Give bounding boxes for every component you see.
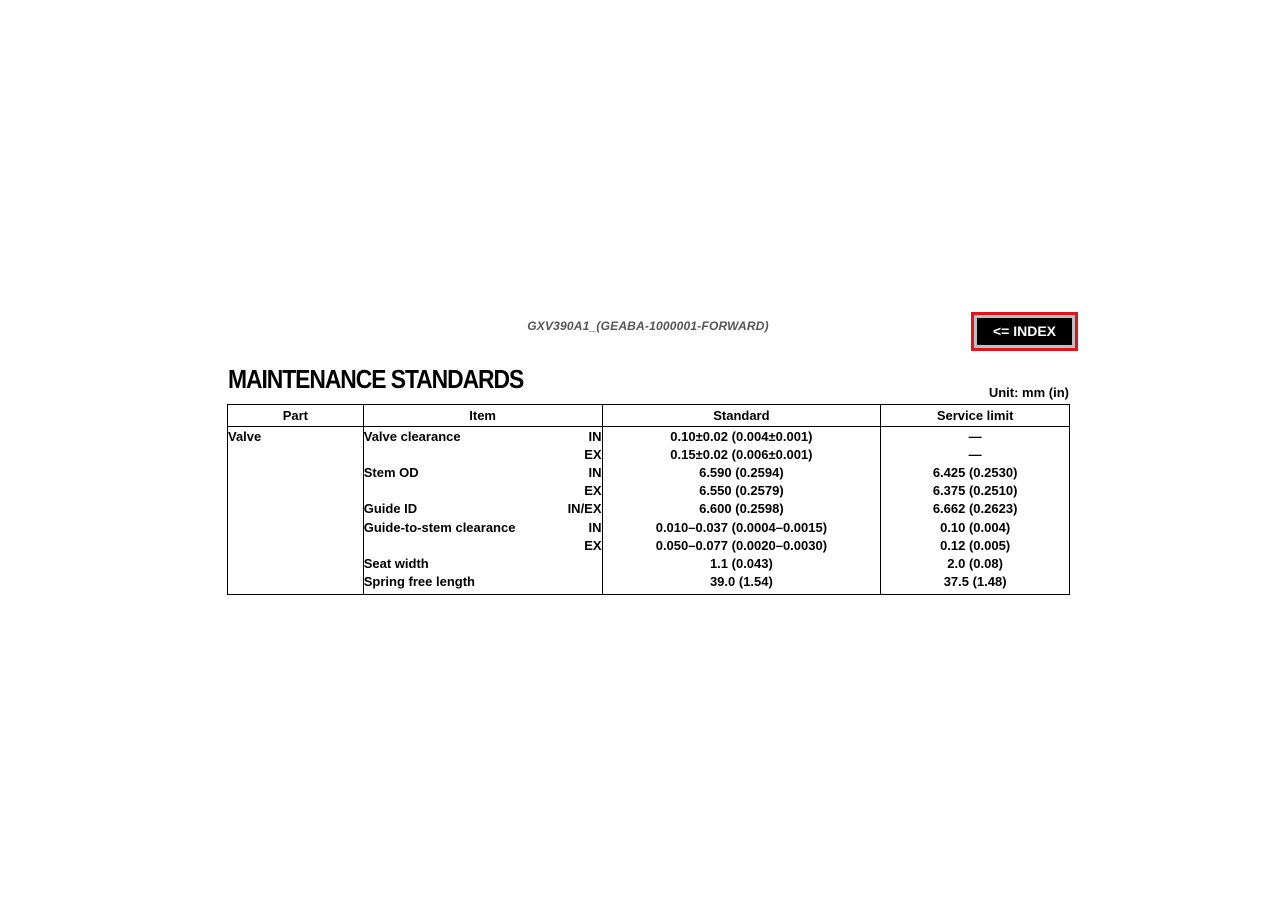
cell-item [363,500,602,518]
cell-item [363,445,602,463]
item-name: Guide ID [363,501,418,517]
cell-part [228,518,364,536]
item-name: Spring free length [363,574,475,590]
cell-service-limit: 37.5 (1.48) [881,573,1070,595]
cell-item [363,463,602,481]
maintenance-standards-table [227,404,1070,595]
cell-part: Valve [228,427,364,446]
item-name: Guide-to-stem clearance [363,519,516,535]
cell-part [228,482,364,500]
cell-item [363,482,602,500]
cell-item [363,427,602,446]
cell-standard: 6.590 (0.2594) [602,463,881,481]
table-row [228,518,1070,536]
cell-item [363,518,602,536]
cell-standard: 0.10±0.02 (0.004±0.001) [602,427,881,446]
cell-service-limit: 2.0 (0.08) [881,554,1070,572]
column-header-part: Part [228,405,364,427]
item-name: Stem OD [363,464,419,480]
cell-part [228,536,364,554]
item-sub: IN [588,428,602,444]
item-sub: IN [588,519,602,535]
item-sub: EX [584,537,602,553]
cell-service-limit: — [881,427,1070,446]
unit-note: Unit: mm (in) [988,385,1069,400]
item-sub: EX [584,483,602,499]
item-sub: IN/EX [567,501,602,517]
cell-part [228,445,364,463]
table-row [228,500,1070,518]
table-row [228,463,1070,481]
cell-standard: 39.0 (1.54) [602,573,881,595]
cell-part [228,463,364,481]
cell-service-limit: 6.662 (0.2623) [881,500,1070,518]
cell-service-limit: 6.425 (0.2530) [881,463,1070,481]
table-header-row [228,405,1070,427]
cell-part [228,554,364,572]
cell-standard: 0.15±0.02 (0.006±0.001) [602,445,881,463]
item-sub: IN [588,464,602,480]
cell-part [228,573,364,595]
cell-standard: 6.550 (0.2579) [602,482,881,500]
cell-service-limit: — [881,445,1070,463]
item-name: Seat width [363,555,429,571]
column-header-item: Item [363,405,602,427]
cell-item [363,573,602,595]
table-row [228,445,1070,463]
table-row [228,554,1070,572]
column-header-service-limit: Service limit [881,405,1070,427]
cell-standard: 0.010–0.037 (0.0004–0.0015) [602,518,881,536]
cell-part [228,500,364,518]
index-back-button[interactable] [971,312,1078,351]
cell-item [363,554,602,572]
cell-standard: 6.600 (0.2598) [602,500,881,518]
cell-item [363,536,602,554]
cell-service-limit: 6.375 (0.2510) [881,482,1070,500]
column-header-standard: Standard [602,405,881,427]
cell-standard: 0.050–0.077 (0.0020–0.0030) [602,536,881,554]
cell-standard: 1.1 (0.043) [602,554,881,572]
table-row [228,536,1070,554]
document-code-header: GXV390A1_(GEABA-1000001-FORWARD) [527,319,769,333]
page-title: MAINTENANCE STANDARDS [228,364,524,394]
table-row [228,482,1070,500]
cell-service-limit: 0.12 (0.005) [881,536,1070,554]
table-row [228,573,1070,595]
table-row [228,427,1070,446]
item-name: Valve clearance [363,428,461,444]
index-button-label: <= INDEX [974,315,1075,348]
cell-service-limit: 0.10 (0.004) [881,518,1070,536]
item-sub: EX [584,446,602,462]
